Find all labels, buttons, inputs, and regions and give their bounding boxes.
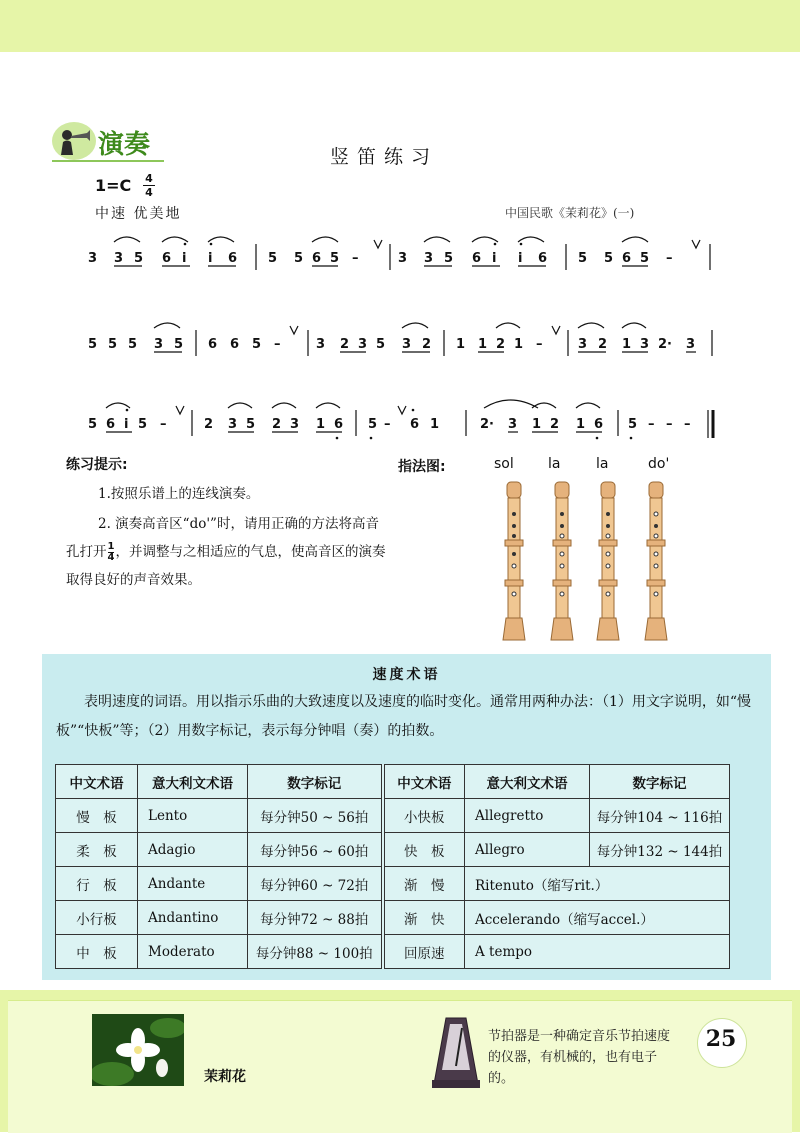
svg-text:–: – — [666, 417, 673, 432]
svg-text:1: 1 — [576, 417, 586, 432]
svg-text:5: 5 — [88, 417, 98, 432]
svg-text:6: 6 — [594, 417, 604, 432]
table-row — [56, 799, 730, 833]
svg-text:–: – — [666, 251, 673, 266]
fraction-numerator: 1 — [107, 541, 115, 552]
table-cell: 渐 快 — [383, 901, 465, 935]
table-row — [56, 833, 730, 867]
table-cell: A tempo — [465, 935, 730, 969]
metronome-description: 节拍器是一种确定音乐节拍速度的仪器，有机械的，也有电子的。 — [488, 1029, 671, 1086]
svg-text:3: 3 — [228, 417, 238, 432]
recorder-icon — [500, 480, 528, 648]
svg-text:3: 3 — [508, 417, 518, 432]
table-row — [56, 901, 730, 935]
svg-text:5: 5 — [368, 417, 378, 432]
svg-text:–: – — [684, 417, 691, 432]
table-row — [56, 867, 730, 901]
svg-text:1: 1 — [430, 417, 440, 432]
svg-text:3: 3 — [114, 251, 124, 266]
svg-text:5: 5 — [134, 251, 144, 266]
table-cell: Lento — [138, 799, 248, 833]
svg-text:2: 2 — [422, 337, 432, 352]
section-underline — [52, 160, 164, 162]
table-header: 意大利文术语 — [465, 765, 590, 799]
svg-text:5: 5 — [252, 337, 262, 352]
table-header: 数字标记 — [248, 765, 383, 799]
note-name-do: do' — [648, 456, 670, 472]
svg-text:2: 2 — [496, 337, 506, 352]
table-cell: Allegretto — [465, 799, 590, 833]
svg-text:3: 3 — [424, 251, 434, 266]
top-band — [0, 0, 800, 52]
table-cell: 每分钟60 ~ 72拍 — [248, 867, 383, 901]
svg-text:6: 6 — [622, 251, 632, 266]
table-cell: 每分钟132 ~ 144拍 — [590, 833, 730, 867]
table-header: 数字标记 — [590, 765, 730, 799]
svg-text:5: 5 — [174, 337, 184, 352]
svg-text:6: 6 — [312, 251, 322, 266]
table-cell: Andantino — [138, 901, 248, 935]
svg-text:5: 5 — [330, 251, 340, 266]
time-sig-bottom: 4 — [145, 186, 153, 199]
tempo-marking: 中速 优美地 — [95, 206, 182, 222]
tip-item-1: 1.按照乐谱上的连线演奏。 — [98, 486, 260, 502]
key-signature: 1=C — [95, 176, 132, 195]
svg-text:1: 1 — [478, 337, 488, 352]
svg-text:i: i — [492, 251, 497, 266]
svg-text:3: 3 — [290, 417, 300, 432]
svg-text:2: 2 — [598, 337, 608, 352]
svg-text:1: 1 — [532, 417, 542, 432]
svg-text:3: 3 — [154, 337, 164, 352]
table-cell: Moderato — [138, 935, 248, 969]
svg-text:–: – — [536, 337, 543, 352]
svg-text:1: 1 — [514, 337, 524, 352]
table-cell: 回原速 — [383, 935, 465, 969]
svg-text:3: 3 — [402, 337, 412, 352]
svg-text:2·: 2· — [658, 337, 672, 352]
svg-text:5: 5 — [138, 417, 148, 432]
table-cell: 柔 板 — [56, 833, 138, 867]
recorder-icon — [642, 480, 670, 648]
svg-text:6: 6 — [106, 417, 116, 432]
svg-text:5: 5 — [628, 417, 638, 432]
svg-text:6: 6 — [162, 251, 172, 266]
table-cell: 每分钟88 ~ 100拍 — [248, 935, 383, 969]
tip-item-2-part-b: ，并调整与之相适应的气息，使高音区的演奏取得良好的声音效果。 — [66, 544, 386, 588]
svg-text:5: 5 — [108, 337, 118, 352]
piece-title: 竖笛练习 — [330, 146, 439, 168]
fingering-label: 指法图: — [398, 459, 446, 475]
table-cell: Accelerando（缩写accel.） — [465, 901, 730, 935]
page-number: 25 — [705, 1026, 737, 1052]
svg-text:2: 2 — [272, 417, 282, 432]
svg-text:5: 5 — [444, 251, 454, 266]
svg-text:–: – — [352, 251, 359, 266]
table-cell: 行 板 — [56, 867, 138, 901]
svg-text:–: – — [274, 337, 281, 352]
score-line-1-notes — [88, 251, 673, 266]
score-line-3 — [80, 398, 730, 448]
tip-item-2-part-a: 2. 演奏高音区“do'”时，请用正确的方法将高音孔打开 — [66, 516, 379, 560]
svg-text:i: i — [518, 251, 523, 266]
note-name-la-2: la — [596, 456, 609, 472]
table-header: 中文术语 — [383, 765, 465, 799]
table-cell: 渐 慢 — [383, 867, 465, 901]
svg-text:1: 1 — [456, 337, 466, 352]
svg-text:5: 5 — [268, 251, 278, 266]
tempo-terms-table — [55, 764, 730, 969]
tempo-terms-title: 速度术语 — [372, 667, 441, 683]
recorder-icon — [548, 480, 576, 648]
svg-text:5: 5 — [376, 337, 386, 352]
svg-text:5: 5 — [294, 251, 304, 266]
table-cell: Ritenuto（缩写rit.） — [465, 867, 730, 901]
table-row — [56, 935, 730, 969]
svg-text:3: 3 — [686, 337, 696, 352]
table-cell: 每分钟72 ~ 88拍 — [248, 901, 383, 935]
score-line-3-notes — [88, 417, 691, 432]
time-signature — [143, 173, 155, 198]
trumpet-player-icon — [57, 127, 91, 155]
svg-text:3: 3 — [358, 337, 368, 352]
svg-text:1: 1 — [622, 337, 632, 352]
score-line-2-notes — [88, 337, 695, 352]
svg-text:3: 3 — [640, 337, 650, 352]
svg-text:1: 1 — [316, 417, 326, 432]
svg-text:–: – — [160, 417, 167, 432]
tempo-terms-description: 表明速度的词语。用以指示乐曲的大致速度以及速度的临时变化。通常用两种办法：（1）用文字说明，如“慢板”“快板”等；（2）用数字标记，表示每分钟唱（奏）的拍数。 — [56, 694, 752, 739]
svg-text:2: 2 — [204, 417, 214, 432]
svg-text:2: 2 — [340, 337, 350, 352]
table-cell: 小快板 — [383, 799, 465, 833]
svg-text:6: 6 — [538, 251, 548, 266]
table-cell: Andante — [138, 867, 248, 901]
recorder-icon — [594, 480, 622, 648]
svg-text:2·: 2· — [480, 417, 494, 432]
svg-text:5: 5 — [578, 251, 588, 266]
svg-text:6: 6 — [334, 417, 344, 432]
table-header-row — [56, 765, 730, 799]
section-title: 演奏 — [98, 130, 151, 160]
time-sig-top: 4 — [145, 172, 153, 185]
table-header: 意大利文术语 — [138, 765, 248, 799]
jasmine-flower-photo — [92, 1014, 184, 1086]
svg-text:5: 5 — [88, 337, 98, 352]
svg-text:3: 3 — [316, 337, 326, 352]
table-header: 中文术语 — [56, 765, 138, 799]
svg-text:5: 5 — [604, 251, 614, 266]
note-name-sol: sol — [494, 456, 514, 472]
svg-text:6: 6 — [208, 337, 218, 352]
table-cell: 每分钟50 ~ 56拍 — [248, 799, 383, 833]
metronome-icon — [432, 1014, 480, 1088]
table-cell: 中 板 — [56, 935, 138, 969]
svg-text:6: 6 — [472, 251, 482, 266]
svg-text:i: i — [208, 251, 213, 266]
song-source: 中国民歌《茉莉花》(一) — [505, 206, 635, 220]
svg-text:3: 3 — [398, 251, 408, 266]
table-cell: 慢 板 — [56, 799, 138, 833]
table-cell: 每分钟104 ~ 116拍 — [590, 799, 730, 833]
photo-caption: 茉莉花 — [204, 1069, 246, 1085]
table-cell: 每分钟56 ~ 60拍 — [248, 833, 383, 867]
svg-text:6: 6 — [410, 417, 420, 432]
svg-text:5: 5 — [128, 337, 138, 352]
svg-text:5: 5 — [640, 251, 650, 266]
tips-title: 练习提示: — [66, 457, 128, 473]
score-line-2 — [80, 318, 730, 368]
svg-text:3: 3 — [578, 337, 588, 352]
table-cell: Allegro — [465, 833, 590, 867]
svg-text:i: i — [182, 251, 187, 266]
svg-text:–: – — [648, 417, 655, 432]
svg-text:3: 3 — [88, 251, 98, 266]
svg-text:6: 6 — [228, 251, 238, 266]
svg-text:6: 6 — [230, 337, 240, 352]
tip-item-2 — [66, 510, 388, 594]
score-line-1 — [80, 232, 730, 282]
fraction-denominator: 4 — [107, 552, 115, 563]
fraction — [108, 542, 115, 563]
table-cell: 小行板 — [56, 901, 138, 935]
svg-text:5: 5 — [246, 417, 256, 432]
svg-text:2: 2 — [550, 417, 560, 432]
table-cell: 快 板 — [383, 833, 465, 867]
svg-text:i: i — [124, 417, 129, 432]
table-cell: Adagio — [138, 833, 248, 867]
svg-text:–: – — [384, 417, 391, 432]
note-name-la-1: la — [548, 456, 561, 472]
